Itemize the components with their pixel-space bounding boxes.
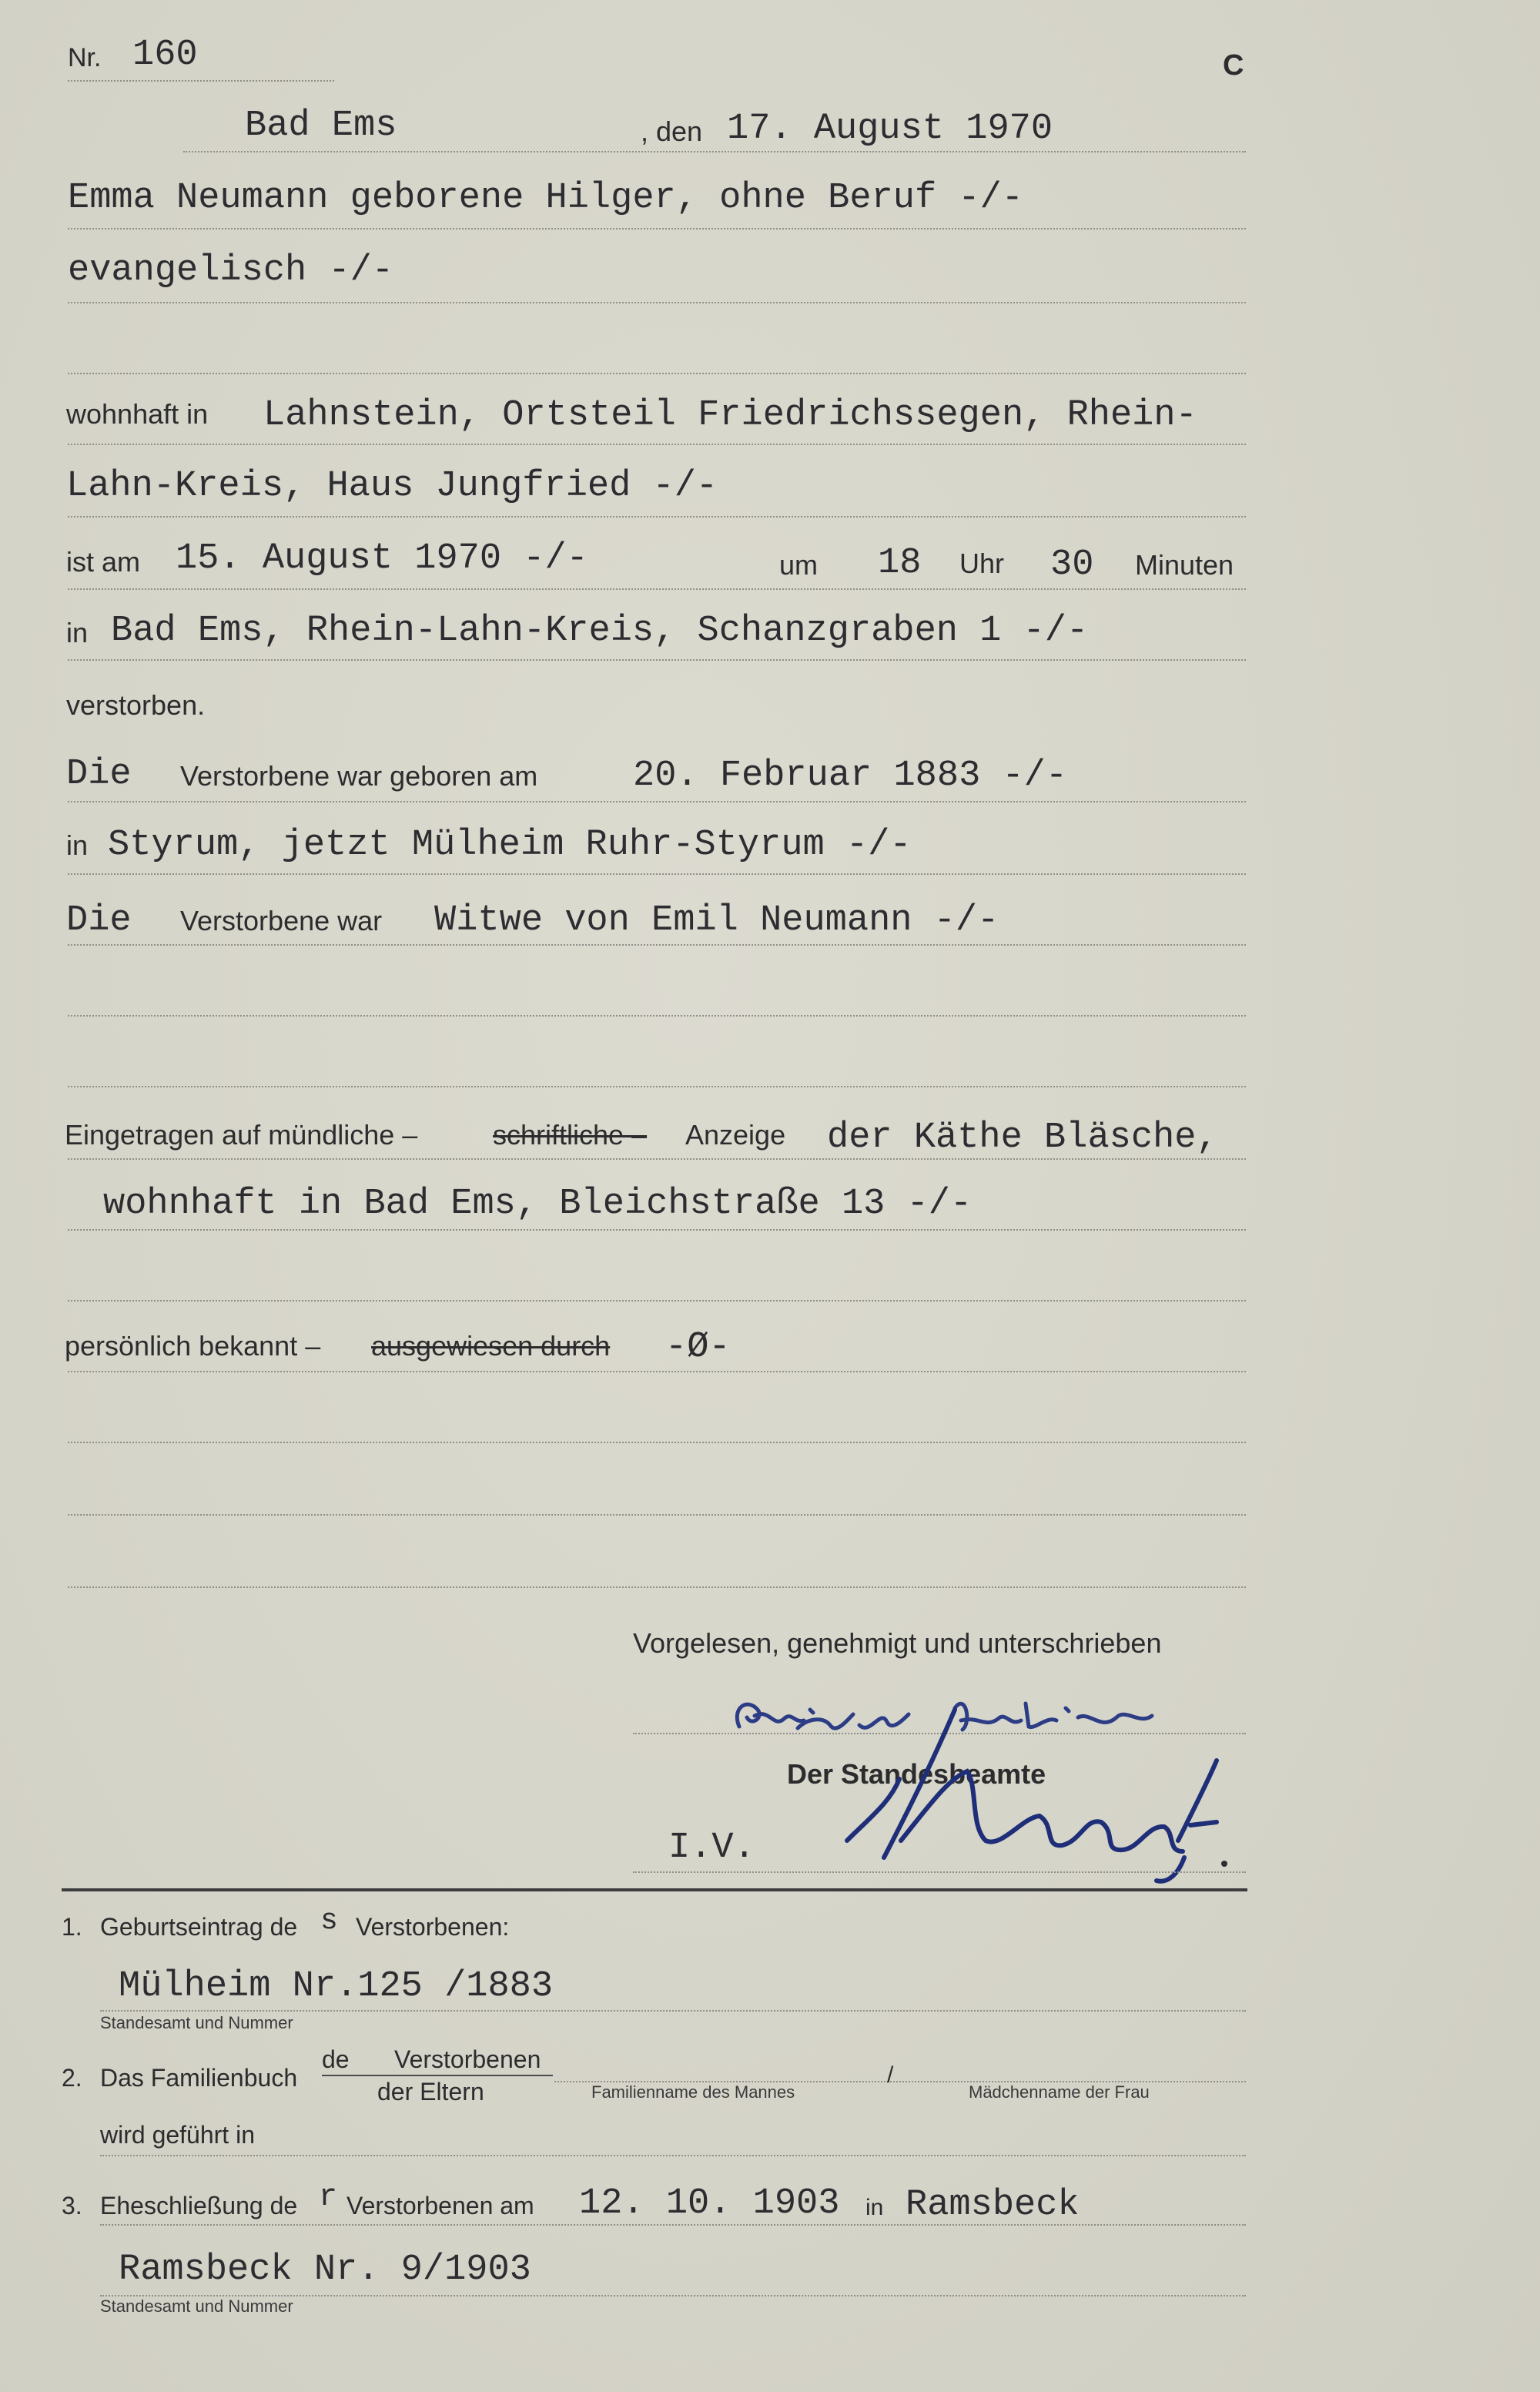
section-separator: [62, 1888, 1247, 1891]
informant-line: [68, 1158, 1246, 1160]
birth-label: Verstorbene war geboren am: [180, 760, 538, 792]
known-struck: ausgewiesen durch: [371, 1330, 611, 1362]
known-line: [68, 1371, 1246, 1372]
entry-number: 160: [132, 35, 198, 75]
nr-label: Nr.: [68, 43, 102, 72]
note-3-in: in: [865, 2195, 884, 2220]
empty-line-4: [68, 1300, 1246, 1302]
verstorben-label: verstorben.: [66, 689, 206, 721]
maiden-name-sub: Mädchenname der Frau: [969, 2082, 1150, 2102]
um-label: um: [779, 549, 819, 581]
religion: evangelisch -/-: [68, 250, 394, 291]
family-book-location-line: [100, 2155, 1246, 2156]
note-3-label-mid: Verstorbenen am: [346, 2192, 534, 2219]
note-2-fraction-line: [322, 2075, 553, 2076]
registrar-label: Der Standesbeamte: [787, 1758, 1046, 1790]
empty-line-3: [68, 1086, 1246, 1087]
note-2-label: Das Familienbuch: [100, 2064, 298, 2092]
registration-date: 17. August 1970: [727, 109, 1053, 149]
spouse-die-typed: Die: [66, 900, 132, 941]
note-2-verstorbenen: Verstorbenen: [394, 2045, 541, 2073]
registration-label-start: Eingetragen auf mündliche –: [65, 1119, 418, 1151]
residence-line-2-rule: [68, 516, 1246, 518]
iv-label: I.V.: [668, 1828, 755, 1868]
note-2-number: 2.: [62, 2064, 82, 2092]
note-2-slash: /: [887, 2062, 894, 2088]
empty-line-2: [68, 1015, 1246, 1017]
note-1-label: Geburtseintrag de: [100, 1913, 298, 1941]
informant-name: der Käthe Bläsche,: [827, 1117, 1218, 1158]
birth-entry-value: Mülheim Nr.125 /1883: [119, 1966, 554, 2007]
note-3-label: Eheschließung de: [100, 2192, 298, 2219]
death-date: 15. August 1970 -/-: [176, 538, 588, 579]
residence-line-2: Lahn-Kreis, Haus Jungfried -/-: [66, 466, 718, 507]
death-minutes: 30: [1050, 544, 1094, 585]
note-3-number: 3.: [62, 2192, 82, 2219]
ist-am-label: ist am: [66, 546, 141, 578]
registrar-signature: [816, 1687, 1232, 1887]
note-3-suffix: r: [319, 2180, 338, 2215]
death-place: Bad Ems, Rhein-Lahn-Kreis, Schanzgraben 1 -/-: [111, 611, 1089, 652]
note-1-label-end: Verstorbenen:: [356, 1913, 510, 1941]
birth-place: Styrum, jetzt Mülheim Ruhr-Styrum -/-: [108, 825, 912, 866]
empty-line-6: [68, 1514, 1246, 1516]
informant-address: wohnhaft in Bad Ems, Bleichstraße 13 -/-: [103, 1184, 973, 1224]
empty-line-1: [68, 373, 1246, 374]
spouse-value: Witwe von Emil Neumann -/-: [434, 900, 999, 941]
empty-line-7: [68, 1586, 1246, 1588]
birth-die-typed: Die: [66, 754, 132, 795]
death-date-line: [68, 588, 1246, 590]
minuten-label: Minuten: [1135, 549, 1234, 581]
death-place-in-label: in: [66, 617, 89, 648]
registration-label-end: Anzeige: [685, 1119, 786, 1151]
nr-line: [68, 80, 334, 82]
note-2-wird: wird geführt in: [100, 2121, 255, 2149]
place-date-line: [183, 151, 1246, 152]
deceased-name: Emma Neumann geborene Hilger, ohne Beruf -/-: [68, 178, 1024, 219]
birth-date-line: [68, 801, 1246, 802]
birth-entry-sub: Standesamt und Nummer: [100, 2013, 293, 2032]
birth-date: 20. Februar 1883 -/-: [633, 755, 1068, 796]
birth-entry-line: [100, 2010, 1246, 2012]
known-label: persönlich bekannt –: [65, 1330, 321, 1362]
name-line: [68, 228, 1246, 229]
note-2-eltern: der Eltern: [377, 2078, 484, 2106]
empty-line-5: [68, 1442, 1246, 1443]
note-2-de: de: [322, 2045, 350, 2073]
birth-in-label: in: [66, 829, 89, 861]
note-1-suffix: s: [320, 1905, 338, 1938]
registrar-signature-line: [633, 1871, 1246, 1873]
residence-line-1: Lahnstein, Ortsteil Friedrichssegen, Rhein-: [263, 395, 1197, 436]
marriage-date: 12. 10. 1903: [579, 2183, 840, 2224]
residence-line-1-rule: [68, 444, 1246, 445]
den-label: , den: [641, 116, 703, 147]
spouse-label: Verstorbene war: [180, 905, 383, 936]
death-place-line: [68, 659, 1246, 661]
registration-label-struck: schriftliche –: [493, 1119, 648, 1151]
note-1-number: 1.: [62, 1913, 82, 1941]
family-name-sub: Familienname des Mannes: [591, 2082, 795, 2102]
marriage-entry-sub: Standesamt und Nummer: [100, 2297, 293, 2316]
religion-line: [68, 302, 1246, 303]
uhr-label: Uhr: [959, 548, 1005, 579]
read-approved-label: Vorgelesen, genehmigt und unterschrieben: [633, 1627, 1162, 1659]
registration-place: Bad Ems: [245, 106, 397, 146]
known-value: -Ø-: [665, 1327, 731, 1368]
marriage-line: [100, 2224, 1246, 2226]
marriage-entry-value: Ramsbeck Nr. 9/1903: [119, 2250, 531, 2290]
residence-label: wohnhaft in: [66, 398, 209, 430]
spouse-line: [68, 944, 1246, 946]
informant-address-line: [68, 1229, 1246, 1231]
corner-letter: C: [1223, 49, 1244, 82]
marriage-place: Ramsbeck: [906, 2185, 1080, 2226]
birth-place-line: [68, 873, 1246, 875]
death-hour: 18: [878, 543, 922, 584]
